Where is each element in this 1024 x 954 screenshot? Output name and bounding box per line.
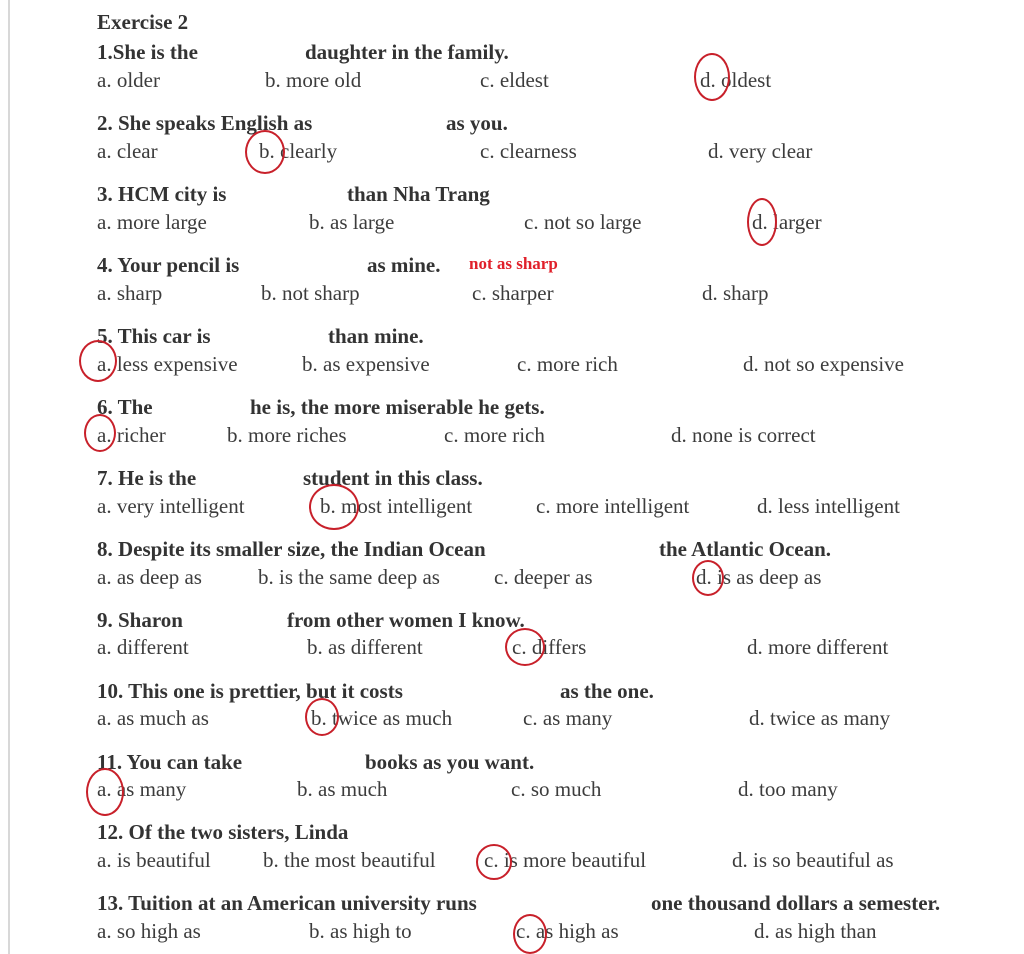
answer-circle-q3	[747, 198, 777, 246]
question-13-option-d: d. as high than	[754, 919, 877, 943]
question-5-option-a: a. less expensive	[97, 352, 238, 376]
question-7-stem: 7. He is the	[97, 466, 197, 490]
question-2-option-b: b. clearly	[259, 139, 338, 163]
question-11-option-b: b. as much	[297, 777, 388, 801]
question-9-option-c: c. differs	[512, 635, 587, 659]
question-2-stem: 2. She speaks English as	[97, 111, 313, 135]
question-2-option-a: a. clear	[97, 139, 158, 163]
question-1-stem-end: daughter in the family.	[305, 40, 509, 64]
question-4-option-c: c. sharper	[472, 281, 554, 305]
question-12-option-d: d. is so beautiful as	[732, 848, 894, 872]
question-11-option-d: d. too many	[738, 777, 838, 801]
question-2-option-d: d. very clear	[708, 139, 813, 163]
question-8-stem: 8. Despite its smaller size, the Indian Ocean	[97, 537, 486, 561]
question-1-option-c: c. eldest	[480, 68, 549, 92]
question-2-stem-end: as you.	[446, 111, 508, 135]
exercise-title: Exercise 2	[97, 10, 189, 34]
question-4-stem-end: as mine.	[367, 253, 441, 277]
question-8-option-c: c. deeper as	[494, 565, 593, 589]
question-1-option-a: a. older	[97, 68, 160, 92]
question-4-option-d: d. sharp	[702, 281, 769, 305]
question-5-option-c: c. more rich	[517, 352, 618, 376]
question-6-option-d: d. none is correct	[671, 423, 816, 447]
question-4-option-a: a. sharp	[97, 281, 163, 305]
question-7-option-b: b. most intelligent	[320, 494, 473, 518]
question-13-stem: 13. Tuition at an American university runs	[97, 891, 477, 915]
question-8-option-a: a. as deep as	[97, 565, 202, 589]
question-3-stem-end: than Nha Trang	[347, 182, 490, 206]
question-5-stem: 5. This car is	[97, 324, 211, 348]
question-3-option-a: a. more large	[97, 210, 207, 234]
question-10-option-a: a. as much as	[97, 706, 209, 730]
question-8-option-b: b. is the same deep as	[258, 565, 440, 589]
question-10-option-c: c. as many	[523, 706, 613, 730]
question-13-option-a: a. so high as	[97, 919, 201, 943]
question-12-option-b: b. the most beautiful	[263, 848, 436, 872]
question-9-stem-end: from other women I know.	[287, 608, 525, 632]
question-1-stem: 1.She is the	[97, 40, 198, 64]
question-10-option-d: d. twice as many	[749, 706, 891, 730]
question-9-option-a: a. different	[97, 635, 189, 659]
question-12-option-c: c. is more beautiful	[484, 848, 647, 872]
question-6-stem: 6. The	[97, 395, 153, 419]
handwritten-annotation: not as sharp	[469, 254, 558, 273]
question-9-option-d: d. more different	[747, 635, 889, 659]
answer-circle-q6	[84, 414, 116, 452]
answer-circle-q7	[309, 484, 359, 530]
question-6-option-b: b. more riches	[227, 423, 347, 447]
question-5-option-b: b. as expensive	[302, 352, 430, 376]
question-13-stem-end: one thousand dollars a semester.	[651, 891, 941, 915]
question-10-stem-end: as the one.	[560, 679, 654, 703]
question-2-option-c: c. clearness	[480, 139, 577, 163]
question-12-stem: 12. Of the two sisters, Linda	[97, 820, 349, 844]
question-6-stem-end: he is, the more miserable he gets.	[250, 395, 545, 419]
answer-circle-q11	[86, 768, 124, 816]
answer-circle-q5	[79, 340, 117, 382]
answer-circle-q12	[476, 844, 512, 880]
question-9-option-b: b. as different	[307, 635, 423, 659]
question-4-option-b: b. not sharp	[261, 281, 360, 305]
question-10-stem: 10. This one is prettier, but it costs	[97, 679, 403, 703]
answer-circle-q9	[505, 628, 545, 666]
question-3-stem: 3. HCM city is	[97, 182, 227, 206]
question-7-stem-end: student in this class.	[303, 466, 483, 490]
question-3-option-d: d. larger	[752, 210, 822, 234]
question-8-option-d: d. is as deep as	[696, 565, 822, 589]
answer-circle-q1	[694, 53, 730, 101]
question-7-option-d: d. less intelligent	[757, 494, 900, 518]
question-1-option-b: b. more old	[265, 68, 362, 92]
answer-circle-q13	[513, 914, 547, 954]
question-3-option-b: b. as large	[309, 210, 395, 234]
question-11-stem: 11. You can take	[97, 750, 243, 774]
question-1-option-d: d. oldest	[700, 68, 772, 92]
question-5-stem-end: than mine.	[328, 324, 424, 348]
question-6-option-a: a. richer	[97, 423, 166, 447]
answer-circle-q10	[305, 698, 339, 736]
question-11-option-a: a. as many	[97, 777, 187, 801]
question-12-option-a: a. is beautiful	[97, 848, 211, 872]
question-4-stem: 4. Your pencil is	[97, 253, 240, 277]
answer-circle-q8	[692, 560, 724, 596]
question-7-option-a: a. very intelligent	[97, 494, 245, 518]
question-9-stem: 9. Sharon	[97, 608, 183, 632]
question-13-option-c: c. as high as	[516, 919, 619, 943]
question-7-option-c: c. more intelligent	[536, 494, 690, 518]
question-6-option-c: c. more rich	[444, 423, 545, 447]
question-11-stem-end: books as you want.	[365, 750, 535, 774]
question-3-option-c: c. not so large	[524, 210, 642, 234]
question-8-stem-end: the Atlantic Ocean.	[659, 537, 832, 561]
question-5-option-d: d. not so expensive	[743, 352, 904, 376]
answer-circle-q2	[245, 130, 285, 174]
question-10-option-b: b. twice as much	[311, 706, 453, 730]
question-13-option-b: b. as high to	[309, 919, 412, 943]
question-11-option-c: c. so much	[511, 777, 602, 801]
